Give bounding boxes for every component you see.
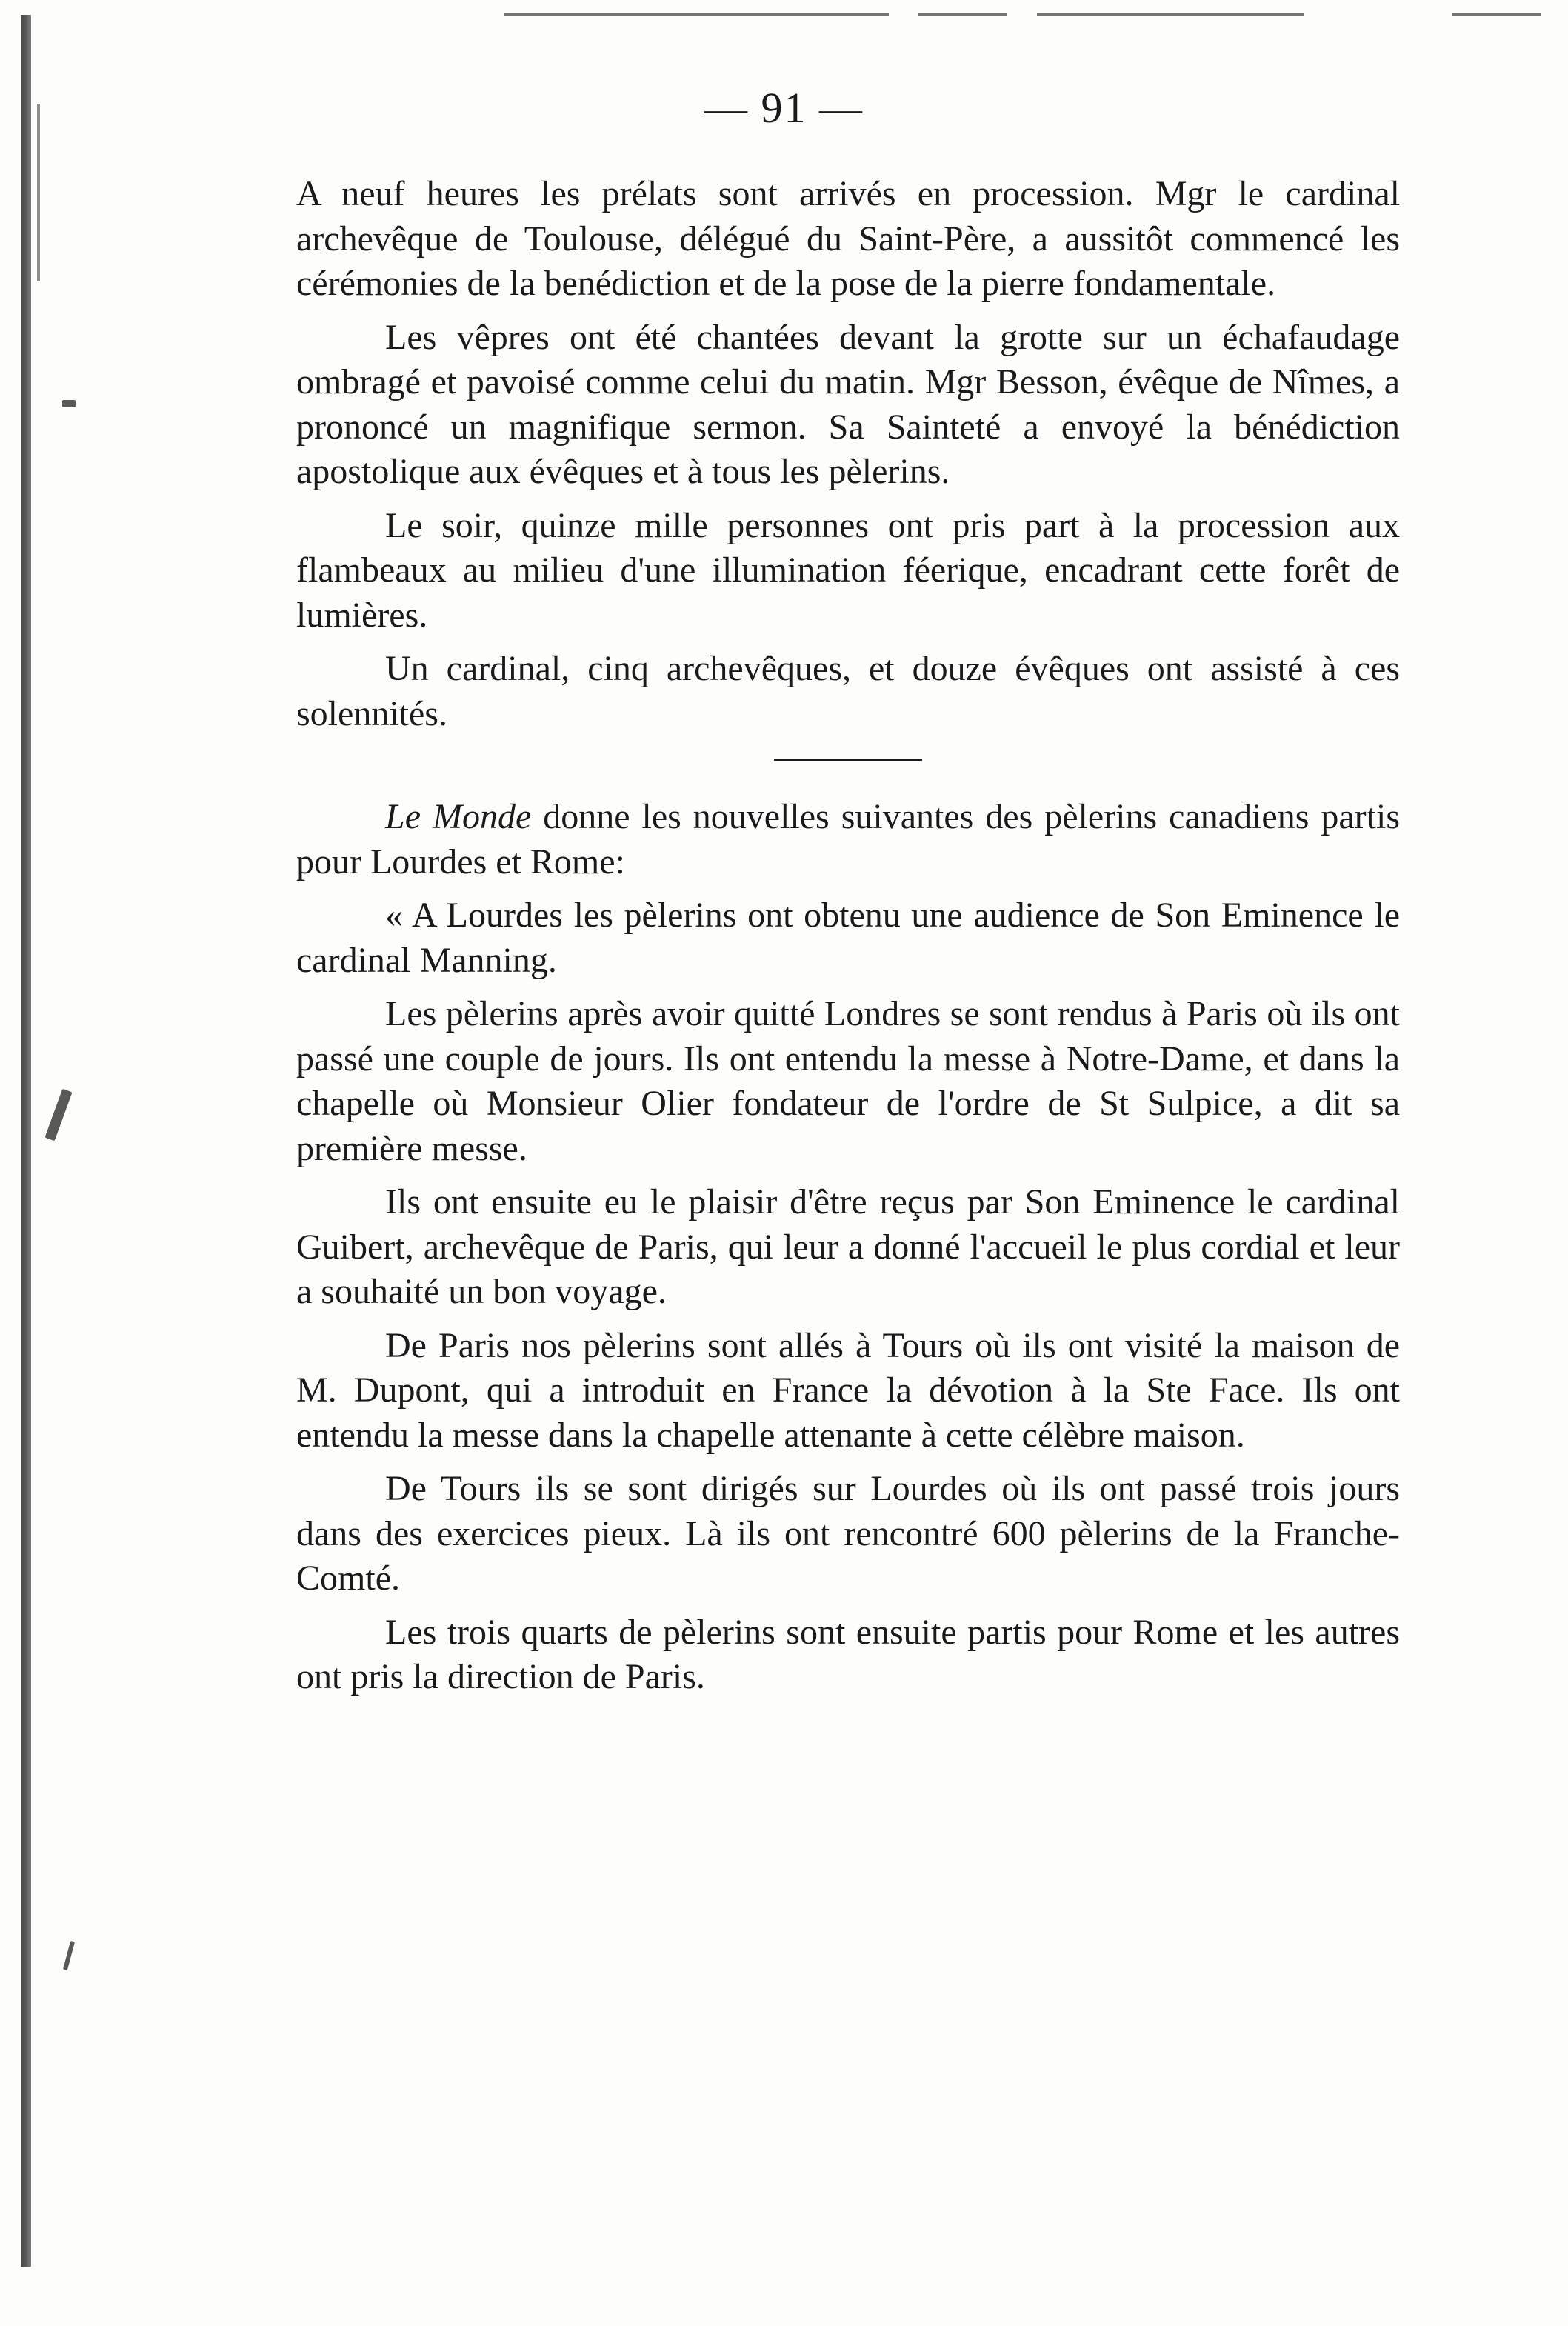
paragraph: A neuf heures les prélats sont arrivés en procession. Mgr le cardinal archevêque de Toulouse, délégué du Saint-Père, a aussitôt commencé les cérémonies de la benédiction et de la pose de la pierre fondamentale.	[296, 174, 1400, 303]
page-number: — 91 —	[704, 84, 864, 132]
scan-specks	[44, 1089, 72, 1142]
article-intro-text: donne les nouvelles suivantes des pèlerins canadiens partis pour Lourdes et Rome:	[296, 797, 1401, 882]
article-intro	[296, 795, 1400, 884]
paragraph: De Paris nos pèlerins sont allés à Tours où ils ont visité la maison de M. Dupont, qui a introduit en France la dévotion à la Ste Face. Ils ont entendu la messe dans la chapelle attenante à cette célèbre maison.	[296, 1325, 1400, 1455]
top-rule-corner	[1452, 13, 1541, 16]
top-rule-right	[1037, 13, 1304, 16]
paragraph: De Tours ils se sont dirigés sur Lourdes où ils ont passé trois jours dans des exercices pieux. Là ils ont rencontré 600 pèlerins de la Franche-Comté.	[296, 1469, 1400, 1598]
text-body	[296, 172, 1400, 1709]
paragraph: Le soir, quinze mille personnes ont pris part à la procession aux flambeaux au milieu d'une illumination féerique, encadrant cette forêt de lumières.	[296, 505, 1400, 635]
source-title: Le Monde	[385, 797, 532, 836]
paragraph: Les pèlerins après avoir quitté Londres se sont rendus à Paris où ils ont passé une couple de jours. Ils ont entendu la messe à Notre-Dame, et dans la chapelle où Monsieur Olier fondateur de l'ordre de St Sulpice, a dit sa première messe.	[296, 994, 1400, 1168]
paragraph: Ils ont ensuite eu le plaisir d'être reçus par Son Eminence le cardinal Guibert, archevêque de Paris, qui leur a donné l'accueil le plus cordial et leur a souhaité un bon voyage.	[296, 1182, 1400, 1311]
binding-edge-shadow	[21, 15, 31, 2267]
paragraph: « A Lourdes les pèlerins ont obtenu une audience de Son Eminence le cardinal Manning.	[296, 896, 1400, 980]
paragraph: Un cardinal, cinq archevêques, et douze évêques ont assisté à ces solennités.	[296, 649, 1400, 733]
paragraph: Les vêpres ont été chantées devant la grotte sur un échafaudage ombragé et pavoisé comme celui du matin. Mgr Besson, évêque de Nîmes, a prononcé un magnifique sermon. Sa Sainteté a envoyé la bénédiction apostolique aux évêques et à tous les pèlerins.	[296, 317, 1400, 491]
top-rule-middle	[918, 13, 1007, 16]
paragraph: Les trois quarts de pèlerins sont ensuite partis pour Rome et les autres ont pris la direction de Paris.	[296, 1612, 1400, 1696]
scan-specks	[63, 1941, 75, 1970]
top-rule-left	[504, 13, 889, 16]
scan-specks	[62, 400, 76, 407]
section-divider	[774, 759, 922, 761]
